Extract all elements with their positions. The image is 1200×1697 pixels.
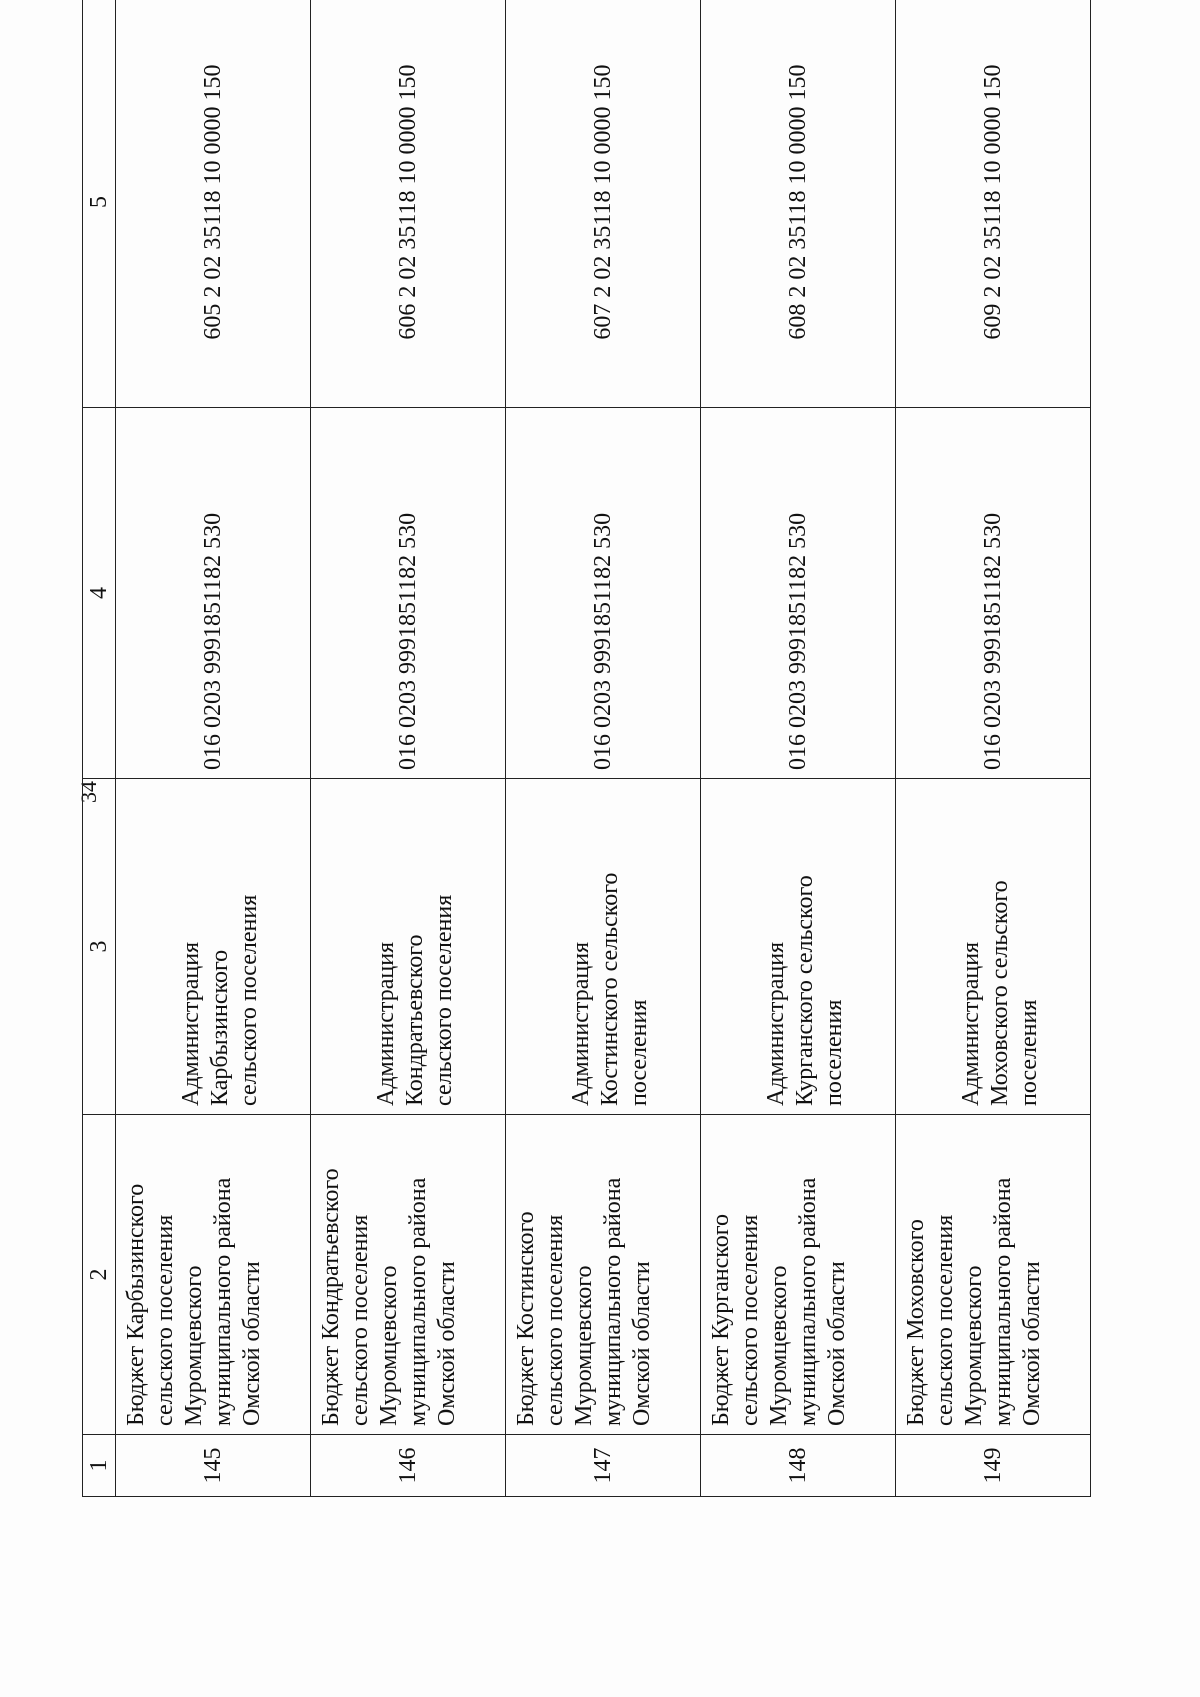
administrator-cell xyxy=(116,779,311,1115)
administrator-line: Администрация xyxy=(567,941,594,1106)
column-header: 4 xyxy=(83,408,116,779)
budget-code-cell: 016 0203 9991851182 530 xyxy=(116,408,311,779)
administrator-line: Администрация xyxy=(372,941,399,1106)
budget-table xyxy=(82,0,1091,1497)
budget-name-cell xyxy=(896,1115,1091,1435)
column-number-row xyxy=(83,0,116,1497)
row-number: 149 xyxy=(896,1435,1091,1497)
administrator-line: сельского поселения xyxy=(430,894,457,1106)
budget-name-line: муниципального района xyxy=(990,1177,1016,1426)
administrator-cell xyxy=(311,779,506,1115)
budget-name-line: Омской области xyxy=(1019,1261,1045,1426)
budget-name-line: Муромцевского xyxy=(181,1265,207,1426)
budget-name-line: сельского поселения xyxy=(737,1214,763,1426)
table-row xyxy=(311,0,506,1497)
budget-name-line: муниципального района xyxy=(600,1177,626,1426)
budget-code-cell: 016 0203 9991851182 530 xyxy=(896,408,1091,779)
budget-name-line: Муромцевского xyxy=(376,1265,402,1426)
administrator-cell xyxy=(701,779,896,1115)
revenue-code-cell: 607 2 02 35118 10 0000 150 xyxy=(506,0,701,408)
administrator-line: Кондратьевского xyxy=(401,934,428,1106)
administrator-line: Курганского сельского xyxy=(791,875,818,1106)
budget-name-line: муниципального района xyxy=(795,1177,821,1426)
budget-name-line: сельского поселения xyxy=(347,1214,373,1426)
administrator-line: Администрация xyxy=(762,941,789,1106)
administrator-line: поселения xyxy=(625,999,652,1106)
budget-code-cell: 016 0203 9991851182 530 xyxy=(311,408,506,779)
budget-name-line: муниципального района xyxy=(405,1177,431,1426)
budget-name-line: сельского поселения xyxy=(542,1214,568,1426)
budget-name-cell xyxy=(311,1115,506,1435)
budget-name-line: Муромцевского xyxy=(961,1265,987,1426)
administrator-line: сельского поселения xyxy=(235,894,262,1106)
budget-name-line: сельского поселения xyxy=(152,1214,178,1426)
administrator-line: Костинского сельского xyxy=(596,872,623,1106)
table-row xyxy=(701,0,896,1497)
budget-name-line: Омской области xyxy=(434,1261,460,1426)
budget-name-line: Бюджет Костинского xyxy=(513,1211,539,1426)
administrator-cell xyxy=(896,779,1091,1115)
table-row xyxy=(506,0,701,1497)
row-number: 145 xyxy=(116,1435,311,1497)
budget-name-line: Омской области xyxy=(824,1261,850,1426)
budget-name-line: сельского поселения xyxy=(932,1214,958,1426)
administrator-cell xyxy=(506,779,701,1115)
budget-name-line: Омской области xyxy=(239,1261,265,1426)
budget-code-cell: 016 0203 9991851182 530 xyxy=(701,408,896,779)
budget-name-cell xyxy=(701,1115,896,1435)
budget-name-cell xyxy=(506,1115,701,1435)
budget-name-cell xyxy=(116,1115,311,1435)
column-header: 1 xyxy=(83,1435,116,1497)
budget-code-cell: 016 0203 9991851182 530 xyxy=(506,408,701,779)
budget-name-line: Омской области xyxy=(629,1261,655,1426)
revenue-code-cell: 609 2 02 35118 10 0000 150 xyxy=(896,0,1091,408)
table-row xyxy=(116,0,311,1497)
revenue-code-cell: 605 2 02 35118 10 0000 150 xyxy=(116,0,311,408)
administrator-line: поселения xyxy=(1015,999,1042,1106)
budget-name-line: муниципального района xyxy=(210,1177,236,1426)
column-header: 5 xyxy=(83,0,116,408)
page-number: 34 xyxy=(76,781,101,803)
column-header: 2 xyxy=(83,1115,116,1435)
administrator-line: Администрация xyxy=(957,941,984,1106)
budget-name-line: Муромцевского xyxy=(766,1265,792,1426)
row-number: 147 xyxy=(506,1435,701,1497)
administrator-line: поселения xyxy=(820,999,847,1106)
table-row xyxy=(896,0,1091,1497)
row-number: 146 xyxy=(311,1435,506,1497)
row-number: 148 xyxy=(701,1435,896,1497)
budget-name-line: Муромцевского xyxy=(571,1265,597,1426)
column-header: 3 xyxy=(83,779,116,1115)
administrator-line: Администрация xyxy=(177,941,204,1106)
budget-name-line: Бюджет Карбызинского xyxy=(123,1183,149,1426)
revenue-code-cell: 606 2 02 35118 10 0000 150 xyxy=(311,0,506,408)
budget-name-line: Бюджет Кондратьевского xyxy=(318,1168,344,1426)
administrator-line: Моховского сельского xyxy=(986,880,1013,1106)
budget-name-line: Бюджет Курганского xyxy=(708,1214,734,1426)
budget-name-line: Бюджет Моховского xyxy=(903,1219,929,1426)
revenue-code-cell: 608 2 02 35118 10 0000 150 xyxy=(701,0,896,408)
administrator-line: Карбызинского xyxy=(206,949,233,1106)
